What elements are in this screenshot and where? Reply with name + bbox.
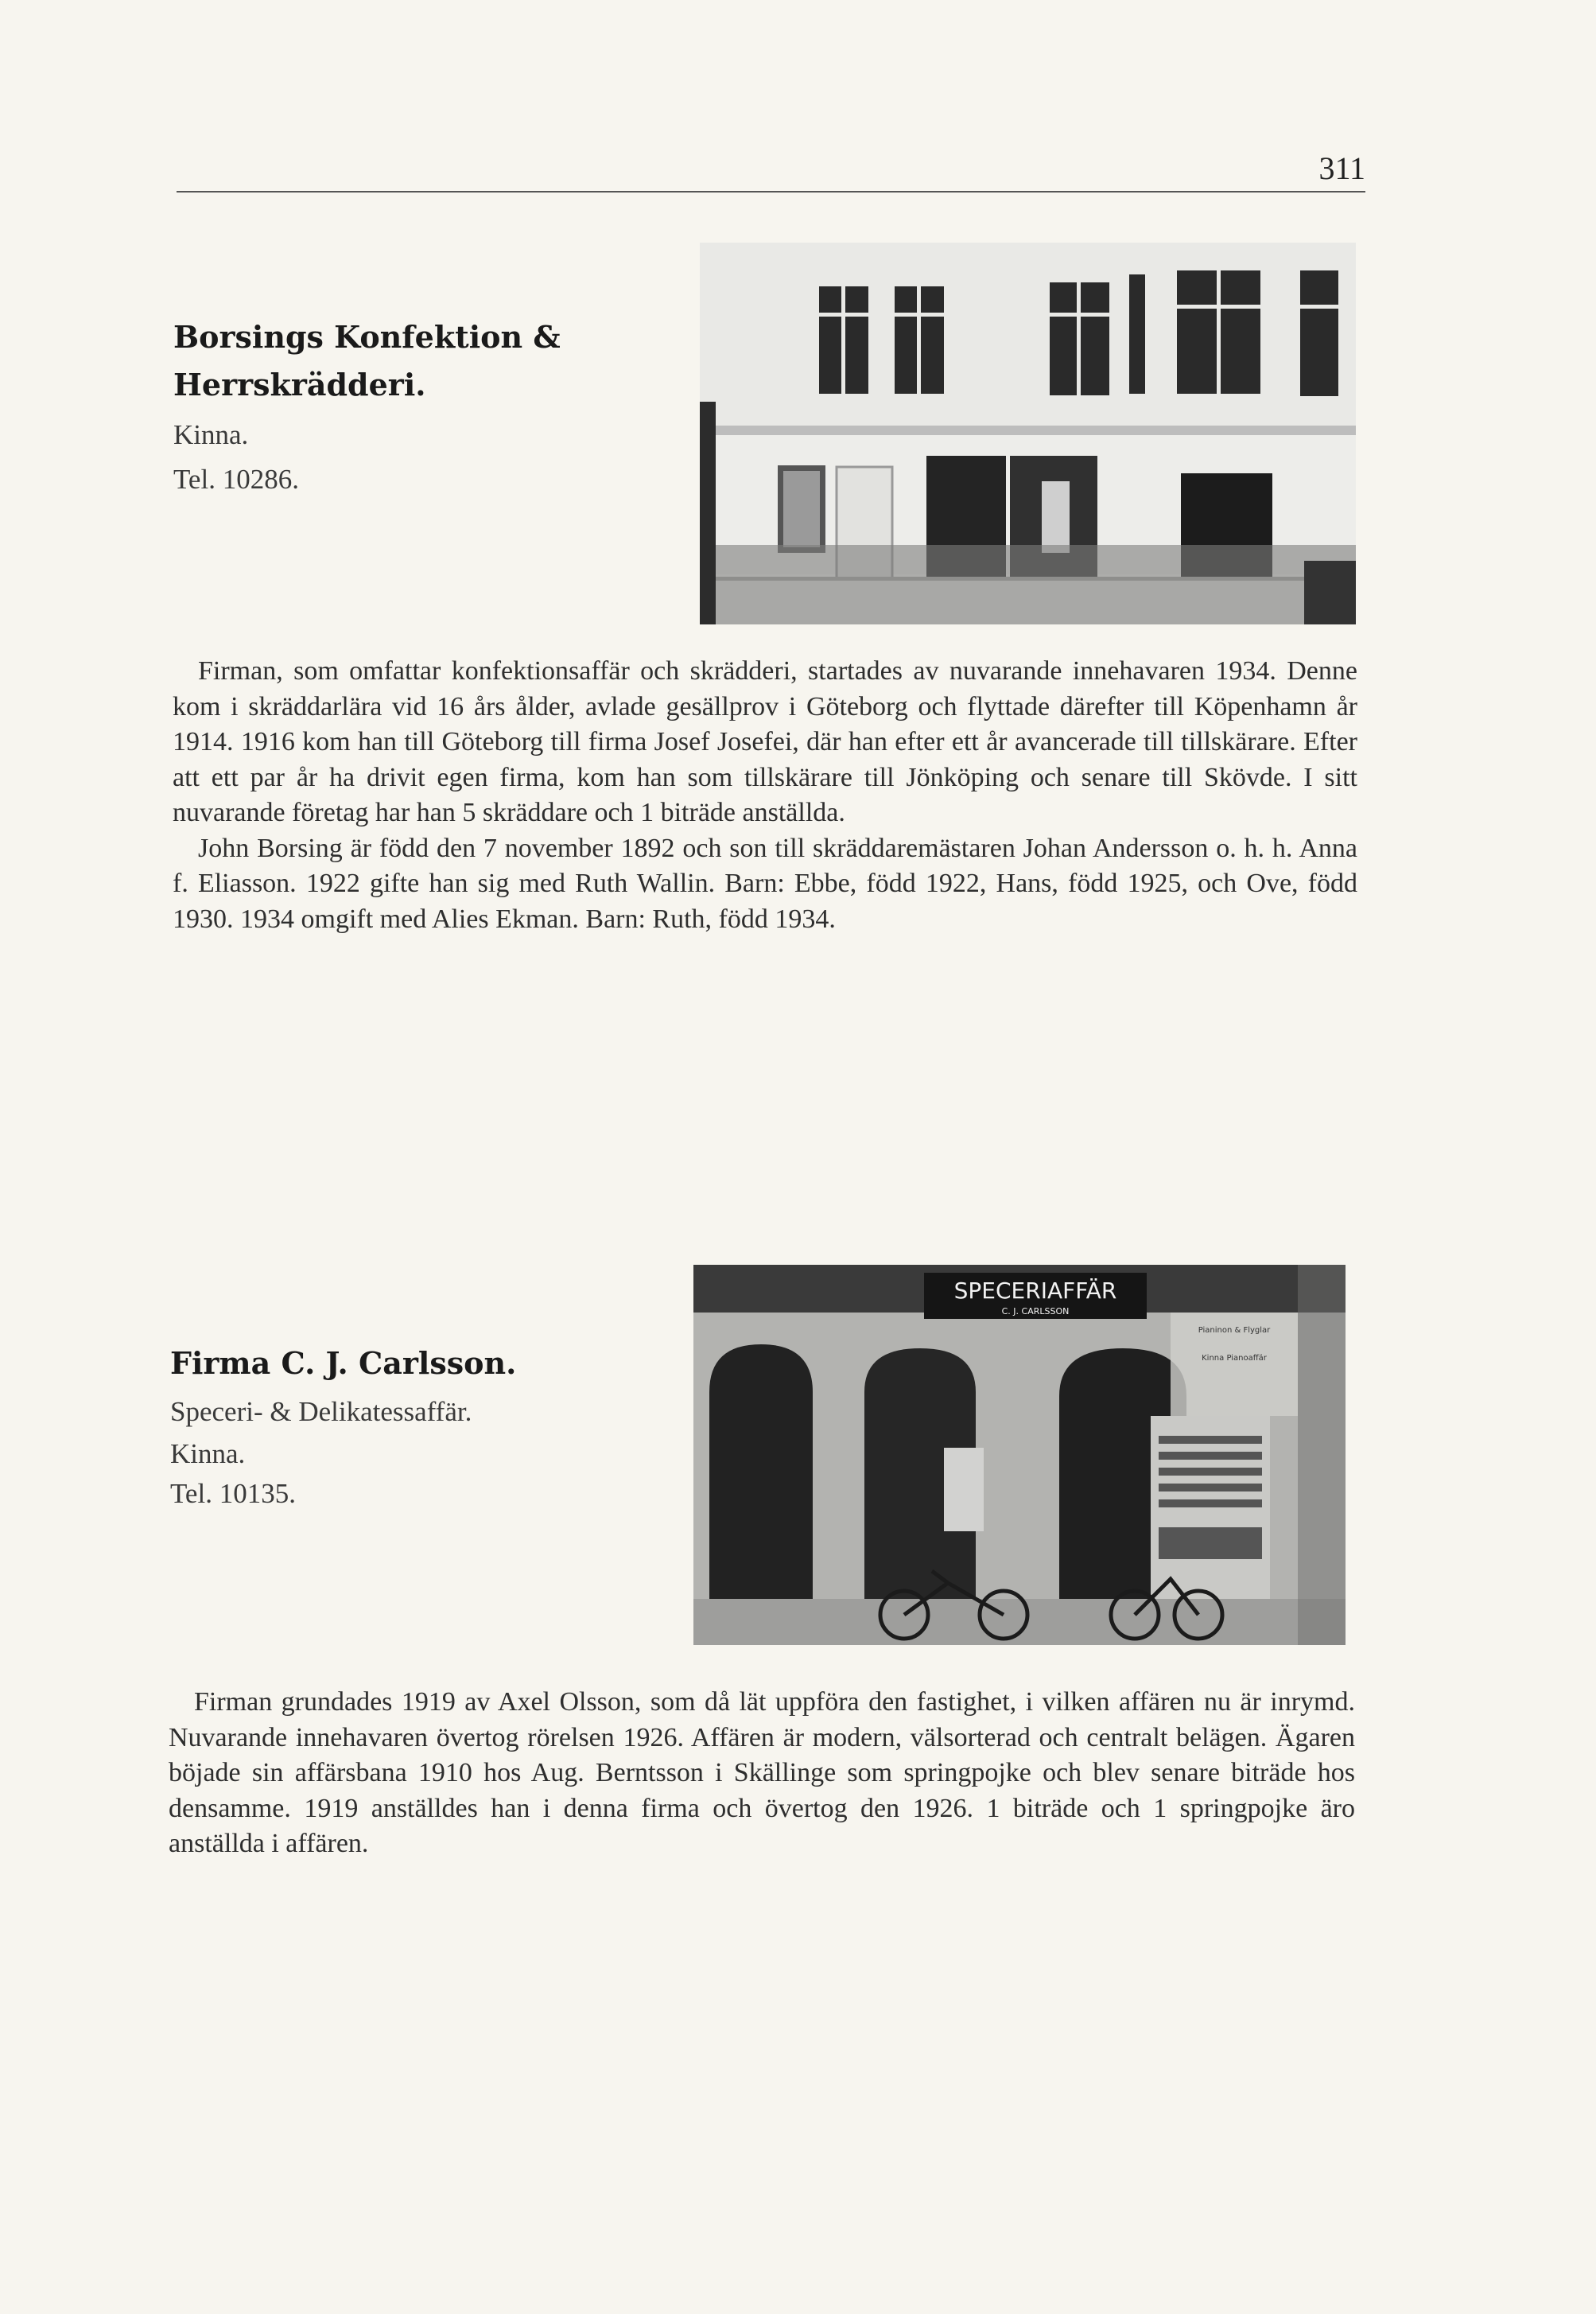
entry2-subtitle: Speceri- & Delikatessaffär. — [170, 1396, 472, 1427]
entry2-storefront-photo — [693, 1265, 1346, 1645]
entry1-paragraph-2: John Borsing är född den 7 november 1892 och son till skräddaremästaren Johan Andersson o. h. h. Anna f. Eliasson. 1922 gifte han sig med Ruth Wallin. Barn: Ebbe, född 1922, Hans, född 1925, och Ove, född 1930. 1934 omgift med Alies Ekman. Barn: Ruth, född 1934. — [173, 833, 1357, 934]
entry1-paragraph-1: Firman, som omfattar konfektionsaffär och skrädderi, startades av nuvarande innehavaren 1934. Denne kom i skräddarlära vid 16 års ålder, avlade gesällprov i Göteborg och flyttade därefter till Köpenhamn år 1914. 1916 kom han till Göteborg till firma Josef Josefei, där han efter ett år avancerade till tillskärare. Efter att ett par år ha drivit egen firma, kom han som tillskärare till Jönköping och senare till Skövde. I sitt nuvarande företag har han 5 skräddare och 1 biträde anställda. — [173, 656, 1357, 827]
entry2-paragraph-1: Firman grundades 1919 av Axel Olsson, som då lät uppföra den fastighet, i vilken affären nu är inrymd. Nuvarande innehavaren övertog rörelsen 1926. Affären är modern, välsorterad och centralt belägen. Ägaren böjade sin affärsbana 1910 hos Aug. Berntsson i Skällinge som springpojke och blev senare biträde hos densamme. 1919 anställdes han i denna firma och övertog den 1926. 1 biträde och 1 springpojke äro anställda i affären. — [169, 1687, 1355, 1858]
header-rule — [177, 191, 1365, 193]
entry1-title-line1: Borsings Konfektion & — [173, 319, 561, 355]
entry1-title-line2: Herrskrädderi. — [173, 367, 426, 403]
entry1-body — [173, 654, 1357, 937]
poster-line2: Kinna Pianoaffär — [1202, 1354, 1267, 1363]
entry2-title: Firma C. J. Carlsson. — [170, 1345, 517, 1381]
entry2-phone: Tel. 10135. — [170, 1478, 296, 1509]
sign-main: SPECERIAFFÄR — [953, 1278, 1117, 1304]
entry1-phone: Tel. 10286. — [173, 464, 299, 495]
entry2-body — [169, 1685, 1355, 1862]
entry1-storefront-photo — [700, 243, 1356, 624]
entry1-location: Kinna. — [173, 419, 249, 450]
poster-line1: Pianinon & Flyglar — [1198, 1326, 1271, 1335]
page-number: 311 — [1318, 150, 1365, 186]
sign-sub: C. J. CARLSSON — [1001, 1306, 1070, 1316]
entry2-location: Kinna. — [170, 1438, 246, 1469]
